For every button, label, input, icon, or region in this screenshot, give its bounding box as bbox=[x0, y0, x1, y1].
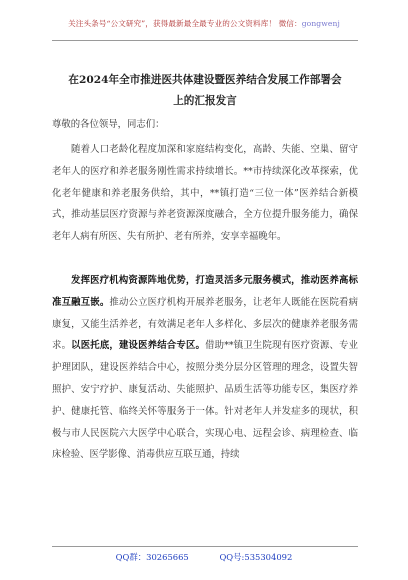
paragraph-intro: 随着人口老龄化程度加深和家庭结构变化，高龄、失能、空巢、留守老年人的医疗和养老服务刚性需求持续增长。**市持续深化改革探索，优化老年健康和养老服务供给，其中，**镇打造“三位一体”医养结合新模式，推动基层医疗资源与养老资源深度融合，全方位提升服务能力，确保老年人病有所医、失有所护、老有所养，安享幸福晚年。 bbox=[52, 144, 358, 243]
document-title-line-2: 上的汇报发言 bbox=[173, 95, 237, 107]
salutation: 尊敬的各位领导，同志们： bbox=[52, 119, 165, 130]
section-heading-1: 发挥医疗机构资源阵地优势，打造灵活多元服务模式，推动医养高标准互融互嵌。 bbox=[52, 275, 358, 308]
section-text-1: 推动公立医疗机构开展养老服务，让老年人既能在医院看病康复，又能生活养老，有效满足老年人多样化、多层次的健康养老服务需求。 bbox=[52, 296, 358, 352]
header-divider bbox=[52, 40, 358, 41]
section-text-2: 借助**镇卫生院现有医疗资源、专业护理团队，建设医养结合中心，按照分类分层分区管理的理念，设置失智照护、安宁疗护、康复活动、失能照护、品质生活等功能专区，集医疗养护、健康托管、临终关怀等服务于一体。针对老年人并发症多的现状，积极与市人民医院六大医学中心联合，实现心电、远程会诊、病理检查、临床检验、医学影像、消毒供应互联互通，持续 bbox=[52, 340, 358, 461]
qq-group: QQ群：30265665 bbox=[115, 552, 189, 562]
wechat-label: 微信： bbox=[278, 19, 302, 28]
qq-number: QQ号:535304092 bbox=[219, 552, 293, 562]
paragraph-section-1 bbox=[52, 270, 358, 466]
contact-footer bbox=[0, 551, 408, 563]
promo-text: 关注头条号“公文研究”，获得最新最全最专业的公文资料库！ bbox=[68, 19, 277, 28]
document-title-line-1: 在2024年全市推进医共体建设暨医养结合发展工作部署会 bbox=[68, 74, 342, 86]
footer-divider bbox=[52, 546, 358, 547]
promo-header bbox=[0, 18, 408, 29]
section-heading-2: 以医托底，建设医养结合专区。 bbox=[71, 340, 206, 352]
wechat-id: gongwenj bbox=[301, 19, 340, 28]
